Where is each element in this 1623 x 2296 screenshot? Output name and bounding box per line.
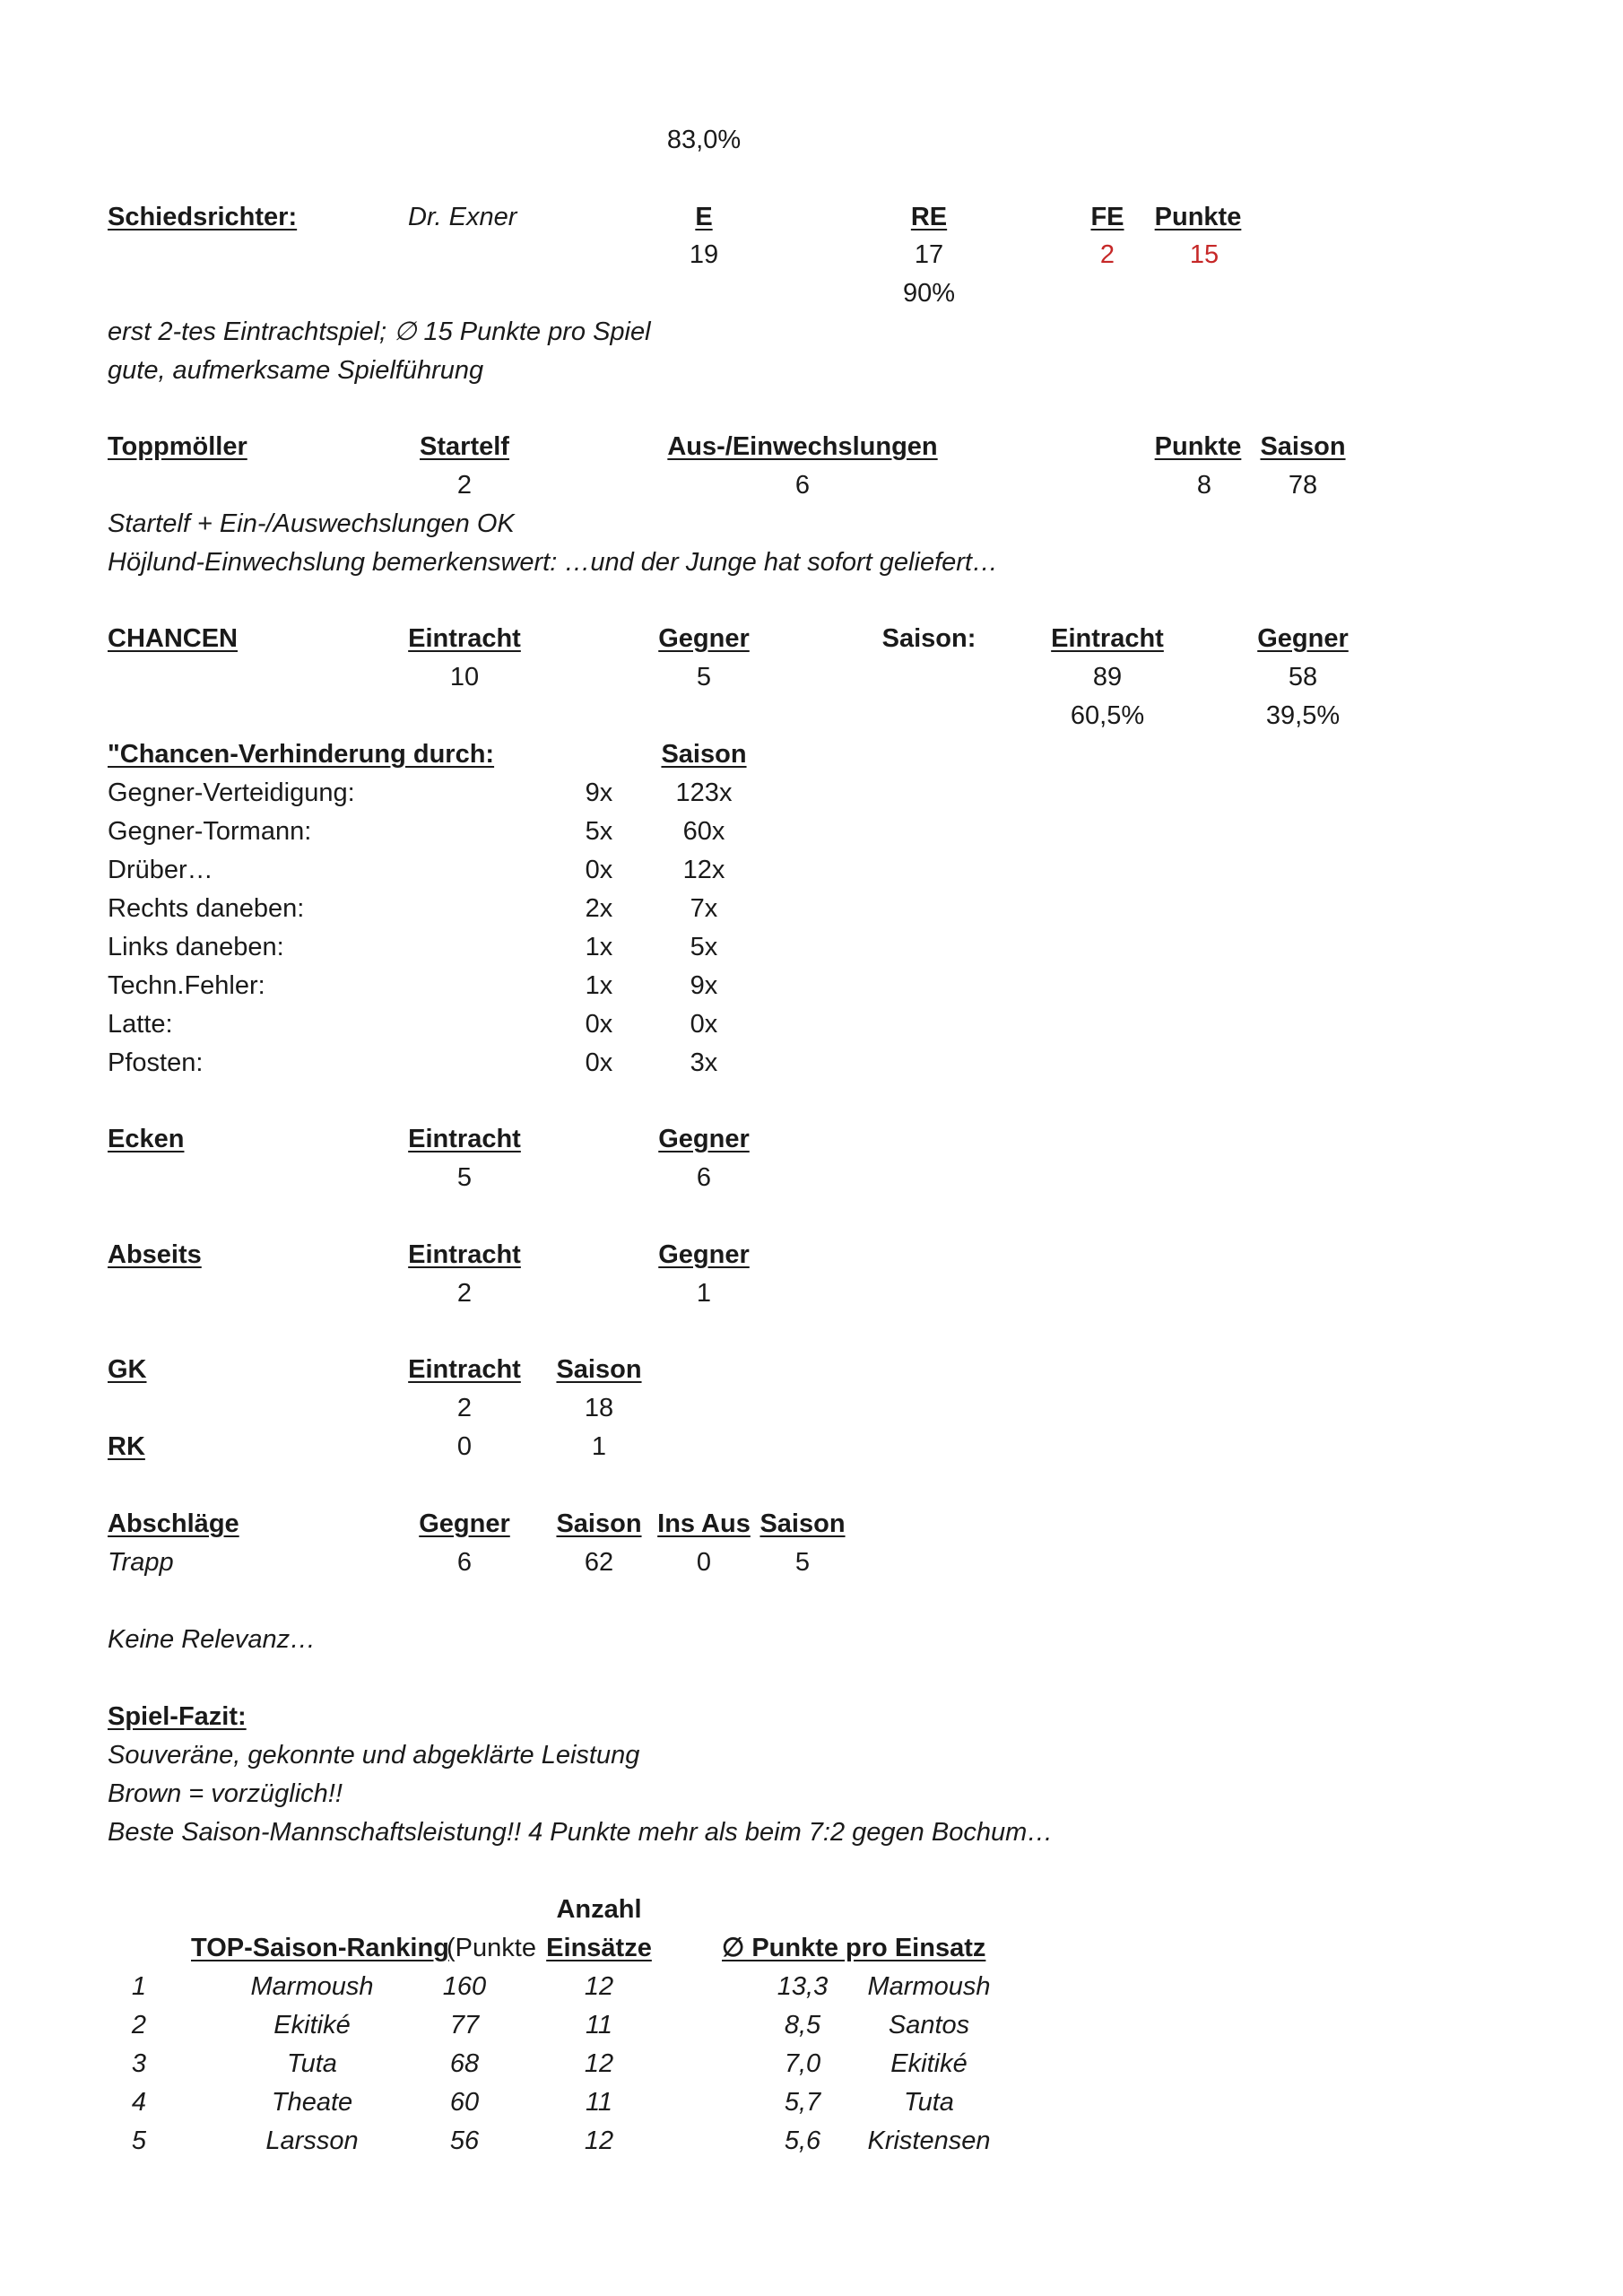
ranking-average-name: Ekitiké xyxy=(890,2049,968,2078)
coach-note: Höjlund-Einwechslung bemerkenswert: …und der Junge hat sofort geliefert… xyxy=(108,548,998,577)
referee-label: Schiedsrichter: xyxy=(108,203,298,231)
corners-value-eintracht: 5 xyxy=(456,1163,473,1192)
gk-value-saison: 18 xyxy=(584,1394,614,1422)
ranking-average-name: Kristensen xyxy=(867,2126,991,2155)
prevention-row-label: Rechts daneben: xyxy=(108,894,305,923)
ranking-header-average: ∅ Punkte pro Einsatz xyxy=(722,1934,986,1962)
goal-kicks-value-saison: 62 xyxy=(584,1548,614,1577)
goal-kicks-header-saison-2: Saison xyxy=(759,1509,846,1538)
ranking-games: 11 xyxy=(585,2011,613,2039)
coach-value-startelf: 2 xyxy=(456,471,473,500)
ranking-title: TOP-Saison-Ranking xyxy=(191,1934,449,1962)
prevention-row-count: 0x xyxy=(585,856,613,884)
goal-kicks-value-saison-2: 5 xyxy=(794,1548,811,1577)
chances-season-gegner-percent: 39,5% xyxy=(1265,701,1341,730)
prevention-row-count: 5x xyxy=(585,817,613,846)
prevention-row-season: 3x xyxy=(690,1048,718,1077)
corners-value-gegner: 6 xyxy=(696,1163,712,1192)
prevention-row-count: 1x xyxy=(585,971,613,1000)
corners-header-eintracht: Eintracht xyxy=(408,1125,521,1153)
prevention-row-season: 12x xyxy=(682,856,725,884)
offside-value-gegner: 1 xyxy=(696,1279,712,1308)
ranking-name: Marmoush xyxy=(250,1972,374,2001)
ranking-name: Larsson xyxy=(265,2126,359,2155)
prevention-row-season: 60x xyxy=(682,817,725,846)
ranking-average: 13,3 xyxy=(777,1972,829,2001)
chances-header-season-eintracht: Eintracht xyxy=(1051,624,1164,653)
referee-name: Dr. Exner xyxy=(408,203,517,231)
chances-season-eintracht-percent: 60,5% xyxy=(1070,701,1145,730)
prevention-row-count: 2x xyxy=(585,894,613,923)
goal-kicks-header-gegner: Gegner xyxy=(419,1509,510,1538)
chances-header-season-gegner: Gegner xyxy=(1257,624,1349,653)
prevention-row-label: Pfosten: xyxy=(108,1048,204,1077)
ranking-name: Tuta xyxy=(287,2049,337,2078)
chances-season-eintracht: 89 xyxy=(1092,663,1123,691)
referee-value-re: 17 xyxy=(914,240,944,269)
prevention-label: "Chancen-Verhinderung durch: xyxy=(108,740,495,769)
ranking-games: 12 xyxy=(584,2126,614,2155)
referee-value-e: 19 xyxy=(689,240,719,269)
prevention-row-label: Gegner-Tormann: xyxy=(108,817,312,846)
ranking-games: 11 xyxy=(585,2088,613,2117)
summary-line: Brown = vorzüglich!! xyxy=(108,1779,343,1808)
coach-header-saison: Saison xyxy=(1260,432,1346,461)
prevention-row-season: 9x xyxy=(690,971,718,1000)
overall-percent: 83,0% xyxy=(666,126,742,154)
referee-percent: 90% xyxy=(902,279,956,308)
rk-label: RK xyxy=(108,1432,145,1461)
ranking-average: 8,5 xyxy=(784,2011,821,2039)
prevention-row-label: Gegner-Verteidigung: xyxy=(108,778,355,807)
summary-line: Beste Saison-Mannschaftsleistung!! 4 Punkte mehr als beim 7:2 gegen Bochum… xyxy=(108,1818,1054,1847)
summary-line: Souveräne, gekonnte und abgeklärte Leistung xyxy=(108,1741,640,1770)
ranking-rank: 2 xyxy=(131,2011,147,2039)
ranking-games: 12 xyxy=(584,2049,614,2078)
referee-note: gute, aufmerksame Spielführung xyxy=(108,356,484,385)
prevention-row-season: 5x xyxy=(690,933,718,961)
referee-header-re: RE xyxy=(910,203,948,231)
cards-header-saison: Saison xyxy=(556,1355,642,1384)
ranking-name: Ekitiké xyxy=(273,2011,351,2039)
ranking-games: 12 xyxy=(584,1972,614,2001)
coach-note: Startelf + Ein-/Auswechslungen OK xyxy=(108,509,515,538)
prevention-row-label: Techn.Fehler: xyxy=(108,971,265,1000)
chances-header-gegner: Gegner xyxy=(658,624,750,653)
ranking-rank: 5 xyxy=(131,2126,147,2155)
corners-header-gegner: Gegner xyxy=(658,1125,750,1153)
prevention-row-season: 7x xyxy=(690,894,718,923)
summary-label: Spiel-Fazit: xyxy=(108,1702,247,1731)
goal-kicks-header-saison: Saison xyxy=(556,1509,642,1538)
referee-value-punkte: 15 xyxy=(1189,240,1219,269)
coach-header-subs: Aus-/Einwechslungen xyxy=(667,432,938,461)
chances-value-gegner: 5 xyxy=(696,663,712,691)
ranking-average-name: Tuta xyxy=(904,2088,954,2117)
ranking-points: 60 xyxy=(449,2088,480,2117)
prevention-row-count: 1x xyxy=(585,933,613,961)
ranking-rank: 3 xyxy=(131,2049,147,2078)
ranking-average-name: Marmoush xyxy=(867,1972,991,2001)
goal-kicks-value-ins-aus: 0 xyxy=(696,1548,712,1577)
ranking-points: 160 xyxy=(442,1972,487,2001)
prevention-row-label: Latte: xyxy=(108,1010,173,1039)
prevention-row-season: 0x xyxy=(690,1010,718,1039)
ranking-name: Theate xyxy=(271,2088,353,2117)
prevention-row-count: 0x xyxy=(585,1048,613,1077)
prevention-row-season: 123x xyxy=(675,778,733,807)
offside-label: Abseits xyxy=(108,1240,202,1269)
prevention-header-saison: Saison xyxy=(661,740,747,769)
rk-value-eintracht: 0 xyxy=(456,1432,473,1461)
ranking-points: 68 xyxy=(449,2049,480,2078)
prevention-row-label: Links daneben: xyxy=(108,933,284,961)
chances-header-eintracht: Eintracht xyxy=(408,624,521,653)
cards-header-eintracht: Eintracht xyxy=(408,1355,521,1384)
coach-header-punkte: Punkte xyxy=(1154,432,1242,461)
ranking-average: 7,0 xyxy=(784,2049,821,2078)
referee-header-punkte: Punkte xyxy=(1154,203,1242,231)
ranking-average: 5,7 xyxy=(784,2088,821,2117)
referee-header-fe: FE xyxy=(1090,203,1124,231)
prevention-row-count: 0x xyxy=(585,1010,613,1039)
coach-value-punkte: 8 xyxy=(1196,471,1212,500)
referee-header-e: E xyxy=(695,203,713,231)
chances-season-gegner: 58 xyxy=(1288,663,1318,691)
ranking-average-name: Santos xyxy=(888,2011,970,2039)
offside-header-gegner: Gegner xyxy=(658,1240,750,1269)
prevention-row-label: Drüber… xyxy=(108,856,213,884)
coach-value-subs: 6 xyxy=(794,471,811,500)
ranking-points: 77 xyxy=(449,2011,480,2039)
goal-kicks-value-gegner: 6 xyxy=(456,1548,473,1577)
ranking-points: 56 xyxy=(449,2126,480,2155)
ranking-header-punkte: (Punkte xyxy=(447,1934,536,1962)
goal-kicks-label: Abschläge xyxy=(108,1509,239,1538)
rk-value-saison: 1 xyxy=(591,1432,607,1461)
ranking-rank: 1 xyxy=(131,1972,147,2001)
ranking-rank: 4 xyxy=(131,2088,147,2117)
goal-kicks-player: Trapp xyxy=(108,1548,174,1577)
goal-kicks-note: Keine Relevanz… xyxy=(108,1625,317,1654)
gk-value-eintracht: 2 xyxy=(456,1394,473,1422)
goal-kicks-header-ins-aus: Ins Aus xyxy=(657,1509,751,1538)
referee-value-fe: 2 xyxy=(1099,240,1115,269)
offside-value-eintracht: 2 xyxy=(456,1279,473,1308)
prevention-row-count: 9x xyxy=(585,778,613,807)
coach-label: Toppmöller xyxy=(108,432,247,461)
coach-header-startelf: Startelf xyxy=(420,432,509,461)
ranking-average: 5,6 xyxy=(784,2126,821,2155)
coach-value-saison: 78 xyxy=(1288,471,1318,500)
offside-header-eintracht: Eintracht xyxy=(408,1240,521,1269)
ranking-header-anzahl: Anzahl xyxy=(556,1895,642,1924)
chances-value-eintracht: 10 xyxy=(449,663,480,691)
gk-label: GK xyxy=(108,1355,147,1384)
chances-header-season: Saison: xyxy=(881,624,976,653)
chances-label: CHANCEN xyxy=(108,624,238,653)
referee-note: erst 2-tes Eintrachtspiel; ∅ 15 Punkte pro Spiel xyxy=(108,317,651,346)
ranking-header-einsaetze: Einsätze xyxy=(546,1934,652,1962)
corners-label: Ecken xyxy=(108,1125,185,1153)
